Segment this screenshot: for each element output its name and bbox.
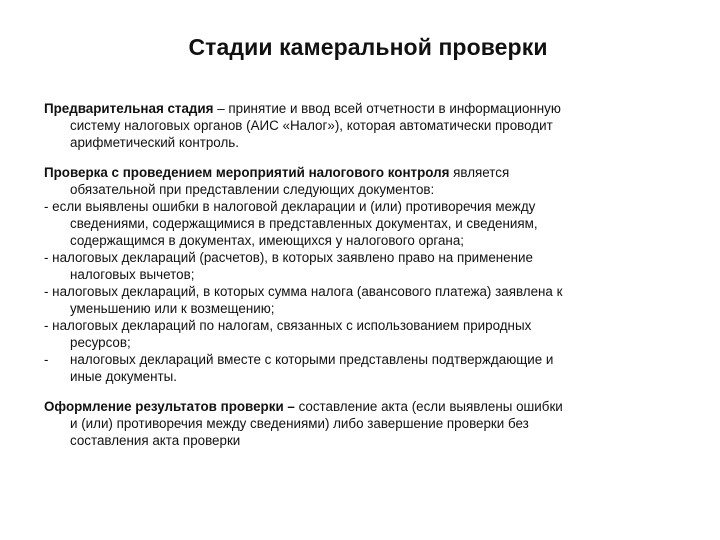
preliminary-stage-heading: Предварительная стадия — [44, 101, 214, 116]
slide-title: Стадии камеральной проверки — [188, 34, 548, 60]
list-dash: - — [44, 352, 49, 367]
paragraph-line: обязательной при представлении следующих документов: — [70, 182, 435, 197]
paragraph-line: сведениями, содержащимися в представленных документах, и сведениям, — [70, 216, 538, 231]
paragraph-line — [44, 164, 684, 181]
paragraph-line — [44, 100, 684, 117]
list-item-reduction: - налоговых деклараций, в которых сумма налога (авансового платежа) заявлена к — [44, 284, 563, 299]
paragraph-line: составления акта проверки — [70, 433, 241, 448]
list-item-errors: - если выявлены ошибки в налоговой декларации и (или) противоречия между — [44, 199, 536, 214]
results-text: составление акта (если выявлены ошибки — [294, 399, 563, 414]
results-heading: Оформление результатов проверки – — [44, 399, 295, 414]
paragraph-line: иные документы. — [70, 369, 178, 384]
control-measures-heading: Проверка с проведением мероприятий налогового контроля — [44, 165, 450, 180]
paragraph-line: систему налоговых органов (АИС «Налог»), которая автоматически проводит — [70, 118, 553, 133]
list-item-deductions: - налоговых деклараций (расчетов), в которых заявлено право на применение — [44, 250, 533, 265]
list-item-supporting-docs — [44, 351, 684, 368]
paragraph-line: арифметический контроль. — [70, 135, 239, 150]
preliminary-stage-paragraph — [44, 100, 684, 151]
slide-body — [44, 100, 684, 462]
list-item-natural-resources: - налоговых деклараций по налогам, связанных с использованием природных — [44, 318, 532, 333]
paragraph-line: налоговых деклараций вместе с которыми представлены подтверждающие и — [70, 352, 554, 367]
results-paragraph — [44, 398, 684, 449]
paragraph-line: уменьшению или к возмещению; — [70, 301, 275, 316]
paragraph-line: и (или) противоречия между сведениями) либо завершение проверки без — [70, 416, 529, 431]
paragraph-line — [44, 398, 684, 415]
paragraph-line: налоговых вычетов; — [70, 267, 195, 282]
control-measures-paragraph — [44, 164, 684, 385]
paragraph-line: ресурсов; — [70, 335, 131, 350]
paragraph-line: содержащимся в документах, имеющихся у налогового органа; — [70, 233, 464, 248]
preliminary-stage-text: – принятие и ввод всей отчетности в информационную — [213, 101, 561, 116]
control-measures-text: является — [449, 165, 510, 180]
